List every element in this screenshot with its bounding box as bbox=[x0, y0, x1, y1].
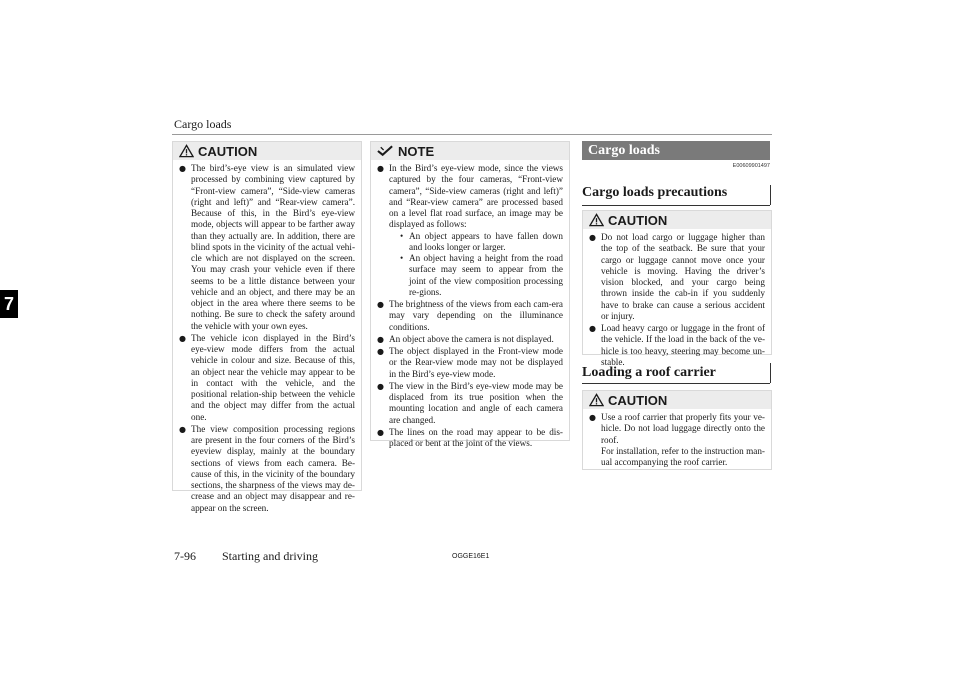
warning-triangle-icon bbox=[179, 144, 194, 158]
caution-header bbox=[583, 211, 771, 229]
precautions-caution-box bbox=[582, 210, 772, 367]
caution-item: ● Do not load cargo or luggage higher than the top of the seatback. Be sure that your cargo or luggage cannot move once your vehicle is moving. Having the driver’s vision blocked, and your cargo being thrown inside the cab-in if you suddenly have to brake can cause a serious accident or injury. bbox=[589, 232, 765, 321]
bullet-icon: ● bbox=[589, 233, 596, 242]
section-banner: Cargo loads bbox=[582, 141, 770, 160]
bullet-icon: ● bbox=[589, 413, 596, 422]
caution-body bbox=[583, 229, 771, 375]
bullet-icon: ● bbox=[179, 424, 186, 434]
section-title-precautions: Cargo loads precautions bbox=[582, 185, 728, 200]
running-head: Cargo loads bbox=[174, 117, 232, 131]
bullet-icon: ● bbox=[377, 164, 384, 173]
note-item: ● In the Bird’s eye-view mode, since the views captured by the four cameras, “Front-view camera”, “Side-view cameras (right and left)” and “Rear-view camera” are processed based on a level flat road surface, an image may be displayed as follows: • An object appears to have fallen down and looks longer or larger. • An object having a height from the road surface may seem to appear from the joint of the view composition processing re-gions. bbox=[377, 163, 563, 297]
note-box bbox=[370, 141, 570, 448]
note-sub-item: • An object having a height from the road surface may seem to appear from the joint of the view composition processing re-gions. bbox=[400, 253, 563, 297]
header-rule bbox=[172, 134, 772, 135]
caution-item: ● The bird’s-eye view is an simulated view processed by combining view captured by “Front-view camera”, “Side-view cameras (right and left)” and “Rear-view camera”. Because of this, in the Bird’s eye-view mode, objects will appear to be farther away than they actually are. In addition, there are blind spots in the vicinity of the actual vehi-cle which are not displayed on the screen. You may crash your vehicle even if there seems to be a little distance between your vehicle and an object, and there may be an object in the area where there seems to be nothing. Be sure to check the safety around the vehicle with your own eyes. bbox=[179, 163, 355, 331]
page-number: 7-96 bbox=[174, 549, 196, 563]
caution-body bbox=[173, 160, 361, 521]
bullet-icon: ● bbox=[377, 381, 384, 391]
footer-doc-code: OGGE16E1 bbox=[452, 553, 490, 560]
bullet-icon: ● bbox=[179, 164, 186, 173]
caution-header bbox=[173, 142, 361, 160]
note-body bbox=[371, 160, 569, 456]
bullet-icon: ● bbox=[179, 333, 186, 343]
section-rule-tick bbox=[770, 363, 771, 383]
bullet-icon: ● bbox=[589, 324, 596, 333]
note-sub-list bbox=[389, 231, 563, 299]
caution-item: ● The vehicle icon displayed in the Bird’s eye-view mode differs from the actual vehicle in colour and size. Because of this, an object near the vehicle may appear to be in contact with the vehicle, and the positional relation-ship between the vehicle and the object may differ from the actual one. bbox=[179, 332, 355, 422]
caution-label: CAUTION bbox=[198, 143, 258, 159]
caution-label: CAUTION bbox=[608, 392, 668, 408]
chapter-tab: 7 bbox=[0, 290, 18, 318]
note-sub-item: • An object appears to have fallen down and looks longer or larger. bbox=[400, 230, 563, 252]
warning-triangle-icon bbox=[589, 393, 604, 407]
caution-body bbox=[583, 409, 771, 475]
note-item: ● An object above the camera is not displayed. bbox=[377, 333, 554, 344]
note-label: NOTE bbox=[398, 143, 435, 159]
note-header bbox=[371, 142, 569, 160]
caution-header bbox=[583, 391, 771, 409]
check-mark-icon bbox=[377, 145, 394, 157]
left-caution-box bbox=[172, 141, 362, 513]
caution-item: ● Use a roof carrier that properly fits your ve-hicle. Do not load luggage directly onto the roof. For installation, refer to the instruction man-ual accompanying the roof carrier. bbox=[589, 412, 765, 467]
warning-triangle-icon bbox=[589, 213, 604, 227]
section-rule bbox=[582, 205, 770, 206]
section-code: E00609901497 bbox=[732, 163, 770, 169]
note-item: ● The view in the Bird’s eye-view mode may be displaced from its true position when the mounting location and angle of each camera are changed. bbox=[377, 380, 563, 425]
bullet-icon: ● bbox=[377, 427, 384, 437]
note-item: ● The object displayed in the Front-view mode or the Rear-view mode may not be displayed in the Bird’s eye-view mode. bbox=[377, 346, 563, 379]
roof-carrier-caution-box bbox=[582, 390, 772, 470]
caution-item: ● The view composition processing regions are present in the four corners of the Bird’s eyeview display, mainly at the boundary sections of views from each camera. Be-cause of this, in the vicinity of the boundary sections, the sharpness of the views may de-crease and an object may disappear and re-appear on the screen. bbox=[179, 423, 355, 513]
bullet-icon: ● bbox=[377, 334, 384, 344]
bullet-icon: ● bbox=[377, 347, 384, 356]
section-title-roof-carrier: Loading a roof carrier bbox=[582, 365, 716, 380]
footer-chapter-title: Starting and driving bbox=[222, 549, 318, 563]
caution-label: CAUTION bbox=[608, 212, 668, 228]
section-rule bbox=[582, 383, 770, 384]
caution-item: ● Load heavy cargo or luggage in the front of the vehicle. If the load in the back of the ve-hicle is too heavy, steering may become un-stable. bbox=[589, 323, 765, 367]
bullet-icon: ● bbox=[377, 300, 384, 309]
section-rule-tick bbox=[770, 185, 771, 205]
note-item: ● The brightness of the views from each cam-era may vary depending on the illuminance conditions. bbox=[377, 299, 563, 332]
note-item: ● The lines on the road may appear to be dis-placed or bent at the joint of the views. bbox=[377, 426, 563, 448]
